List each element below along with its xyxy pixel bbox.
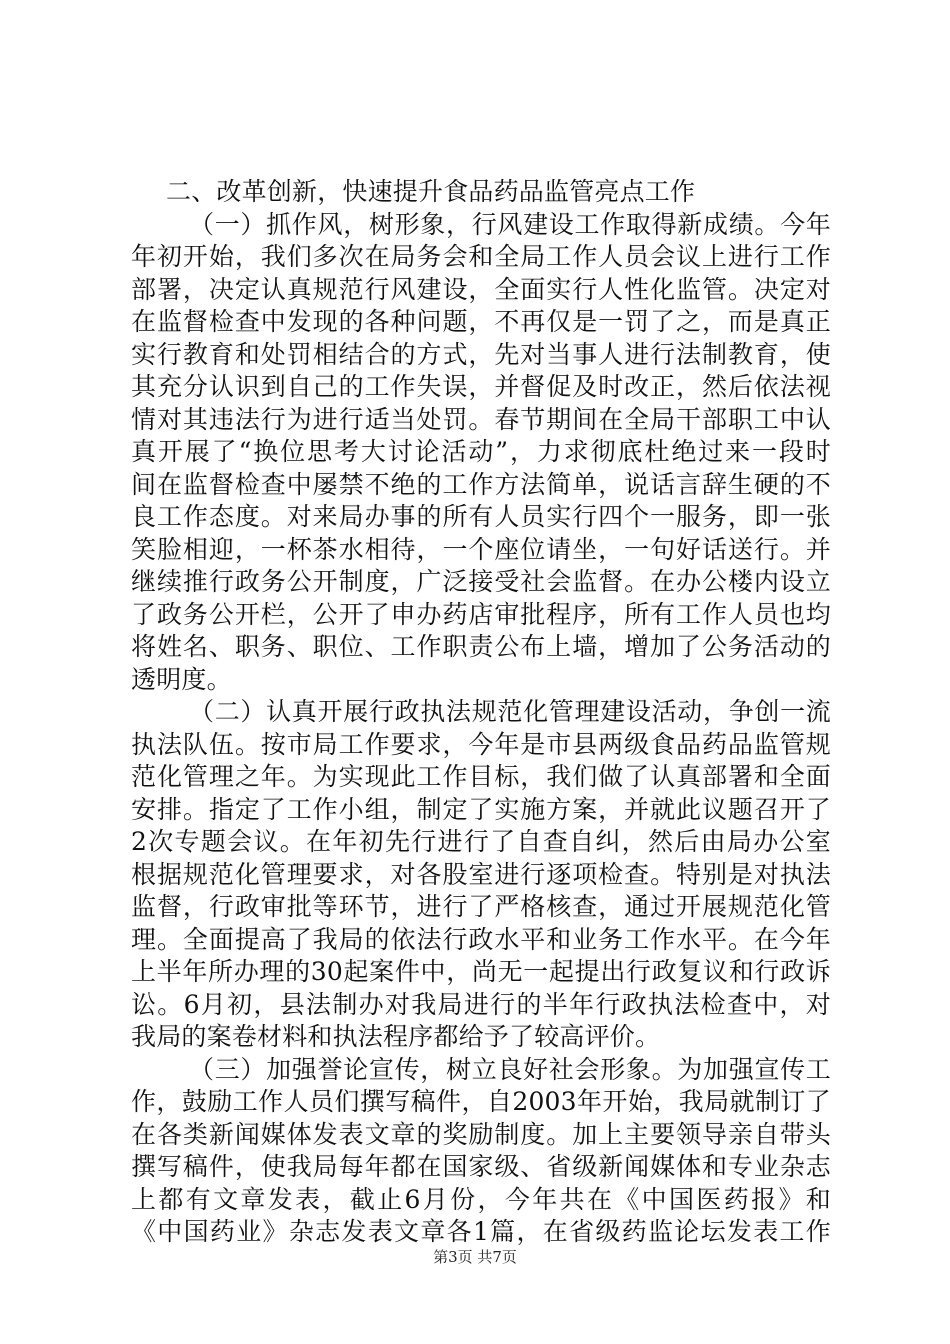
- paragraph-line: 年初开始，我们多次在局务会和全局工作人员会议上进行工作: [131, 242, 831, 271]
- section-heading: 二、改革创新，快速提升食品药品监管亮点工作: [166, 177, 696, 206]
- paragraph-line: 间在监督检查中屡禁不绝的工作方法简单，说话言辞生硬的不: [131, 469, 831, 499]
- paragraph-line: 透明度。: [131, 664, 232, 694]
- paragraph-line: 范化管理之年。为实现此工作目标，我们做了认真部署和全面: [131, 762, 831, 791]
- paragraph-line: 情对其违法行为进行适当处罚。春节期间在全局干部职工中认: [131, 404, 831, 434]
- paragraph-line: 上都有文章发表，截止6月份，今年共在《中国医药报》和: [131, 1184, 831, 1214]
- paragraph-line: 监督，行政审批等环节，进行了严格核查，通过开展规范化管: [131, 892, 831, 921]
- paragraph-line: 在各类新闻媒体发表文章的奖励制度。加上主要领导亲自带头: [131, 1119, 831, 1149]
- paragraph-line: 我局的案卷材料和执法程序都给予了较高评价。: [131, 1022, 661, 1051]
- paragraph-line: 讼。6月初，县法制办对我局进行的半年行政执法检查中，对: [131, 989, 831, 1019]
- paragraph-line: 部署，决定认真规范行风建设，全面实行人性化监管。决定对: [131, 274, 831, 304]
- paragraph-line: 理。全面提高了我局的依法行政水平和业务工作水平。在今年: [131, 924, 831, 954]
- paragraph-line: 笑脸相迎，一杯茶水相待，一个座位请坐，一句好话送行。并: [131, 534, 831, 564]
- paragraph-line: 撰写稿件，使我局每年都在国家级、省级新闻媒体和专业杂志: [131, 1152, 831, 1181]
- page-number-footer: 第3页 共7页: [433, 1248, 517, 1266]
- paragraph-line: （一）抓作风，树形象，行风建设工作取得新成绩。今年: [189, 209, 831, 239]
- paragraph-line: 《中国药业》杂志发表文章各1篇，在省级药监论坛发表工作: [131, 1217, 831, 1246]
- paragraph-line: 作，鼓励工作人员们撰写稿件，自2003年开始，我局就制订了: [131, 1087, 831, 1116]
- paragraph-line: 继续推行政务公开制度，广泛接受社会监督。在办公楼内设立: [131, 567, 831, 596]
- paragraph-line: 将姓名、职务、职位、工作职责公布上墙，增加了公务活动的: [131, 632, 831, 661]
- paragraph-line: （二）认真开展行政执法规范化管理建设活动，争创一流: [189, 697, 831, 726]
- paragraph-line: 良工作态度。对来局办事的所有人员实行四个一服务，即一张: [131, 502, 831, 531]
- paragraph-line: 2次专题会议。在年初先行进行了自查自纠，然后由局办公室: [131, 827, 831, 856]
- paragraph-line: （三）加强誉论宣传，树立良好社会形象。为加强宣传工: [189, 1054, 831, 1084]
- paragraph-line: 上半年所办理的30起案件中，尚无一起提出行政复议和行政诉: [131, 957, 831, 986]
- document-body: [131, 176, 831, 1249]
- paragraph-line: 执法队伍。按市局工作要求，今年是市县两级食品药品监管规: [131, 729, 831, 759]
- paragraph-line: 了政务公开栏，公开了申办药店审批程序，所有工作人员也均: [131, 599, 831, 629]
- paragraph-line: 其充分认识到自己的工作失误，并督促及时改正，然后依法视: [131, 372, 831, 401]
- paragraph-line: 真开展了“换位思考大讨论活动”，力求彻底杜绝过来一段时: [131, 437, 831, 466]
- paragraph-line: 在监督检查中发现的各种问题，不再仅是一罚了之，而是真正: [131, 307, 831, 336]
- paragraph-line: 实行教育和处罚相结合的方式，先对当事人进行法制教育，使: [131, 339, 831, 369]
- paragraph-line: 安排。指定了工作小组，制定了实施方案，并就此议题召开了: [131, 794, 831, 824]
- paragraph-line: 根据规范化管理要求，对各股室进行逐项检查。特别是对执法: [131, 859, 831, 889]
